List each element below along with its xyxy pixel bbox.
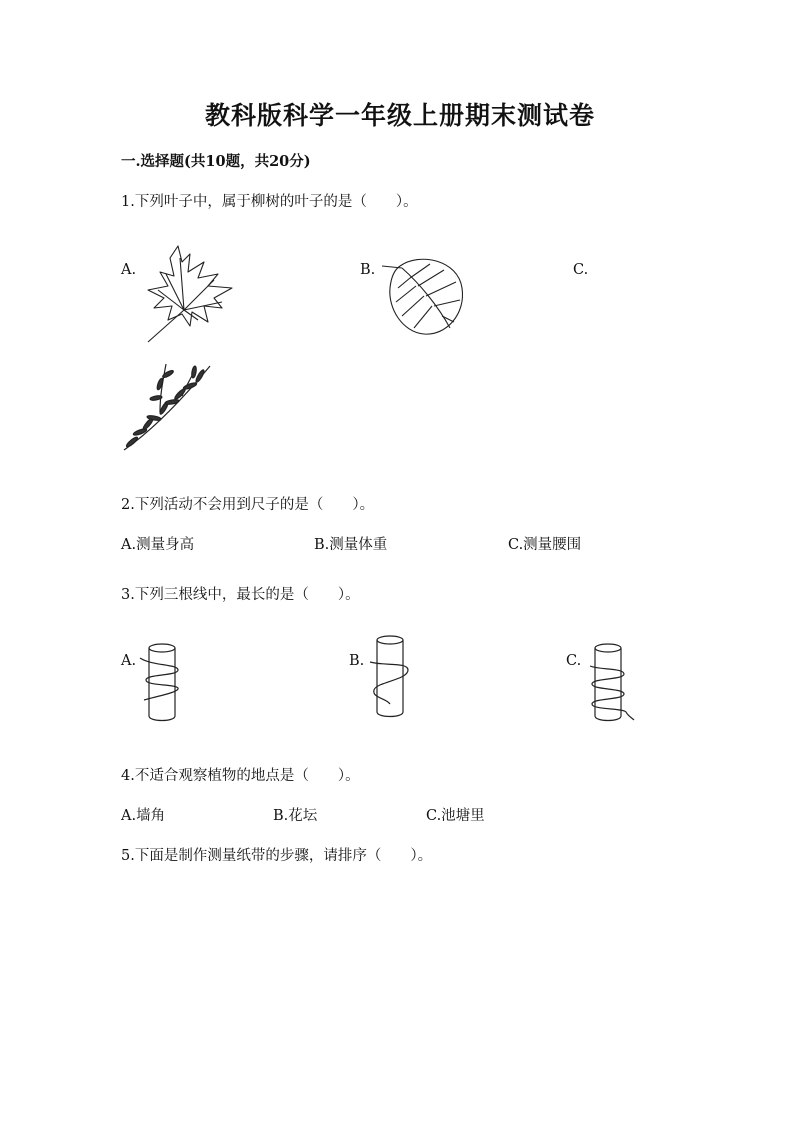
question-1: 1.下列叶子中，属于柳树的叶子的是（ ）。 bbox=[121, 194, 418, 210]
q1-option-c: C. bbox=[573, 262, 589, 278]
cylinder-2-turns-image bbox=[138, 640, 186, 724]
q1-option-b: B. bbox=[360, 262, 376, 278]
q2-option-c: C.测量腰围 bbox=[508, 537, 582, 553]
q2-option-a: A.测量身高 bbox=[121, 537, 195, 553]
question-4: 4.不适合观察植物的地点是（ ）。 bbox=[121, 768, 360, 784]
question-5: 5.下面是制作测量纸带的步骤，请排序（ ）。 bbox=[121, 848, 433, 864]
q3-option-a: A. bbox=[121, 653, 137, 669]
cylinder-4-turns-image bbox=[586, 640, 638, 724]
q4-option-c: C.池塘里 bbox=[426, 808, 485, 824]
q3-option-b: B. bbox=[349, 653, 365, 669]
q1-option-a: A. bbox=[121, 262, 137, 278]
question-3: 3.下列三根线中，最长的是（ ）。 bbox=[121, 587, 360, 603]
willow-branch-image bbox=[120, 362, 215, 457]
maple-leaf-image bbox=[138, 244, 238, 344]
cylinder-1-turn-image bbox=[366, 632, 414, 720]
q3-option-c: C. bbox=[566, 653, 582, 669]
q4-option-a: A.墙角 bbox=[121, 808, 166, 824]
round-leaf-image bbox=[380, 248, 470, 338]
page-title: 教科版科学一年级上册期末测试卷 bbox=[204, 101, 595, 130]
section-heading: 一.选择题(共10题，共20分) bbox=[121, 153, 311, 170]
q4-option-b: B.花坛 bbox=[273, 808, 318, 824]
question-2: 2.下列活动不会用到尺子的是（ ）。 bbox=[121, 497, 375, 513]
q2-option-b: B.测量体重 bbox=[314, 537, 388, 553]
